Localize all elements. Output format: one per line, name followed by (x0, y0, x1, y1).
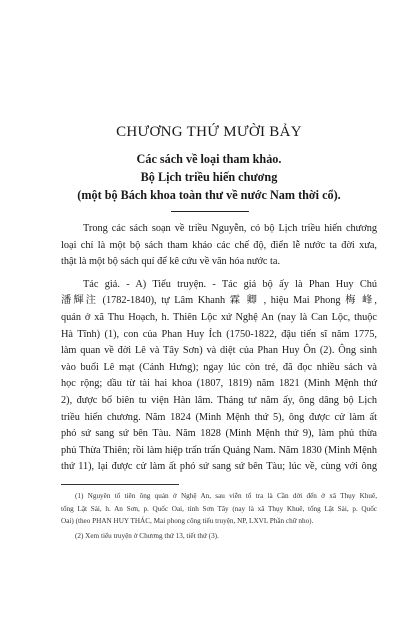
paragraph-author (61, 277, 377, 476)
footnote-line: tổng Lật Sài, h. An Sơn, p. Quốc Oai, tỉnh Sơn Tây (nay là xã Thụy Khuê, tổng Lật Sài, p. Quốc (61, 504, 377, 513)
text-line: Trong các sách soạn về triều Nguyễn, có bộ Lịch triều hiến chương (83, 223, 377, 234)
text-line: thật là một bộ sách quí để kê cứu về văn hóa nước ta. (61, 256, 281, 268)
footnote-line: (1) Nguyên tổ tiên ông quán ở Nghệ An, sau viễn tổ tra là Cần dời đến ở xã Thụy Khuê, (75, 492, 377, 500)
title-divider (171, 211, 249, 212)
footnote-2 (61, 530, 377, 543)
text-line: 2), được bổ biên tu viện Hàn lâm. Tháng tư năm ấy, ông dâng bộ Lịch (61, 394, 377, 406)
body-text (61, 221, 377, 476)
text-line: phó sứ sang sứ bên Tàu. Năm 1828 (Minh Mệnh thứ 9), làm phủ thừa (61, 428, 377, 440)
text-line: triều hiến chương. Năm 1824 (Minh Mệnh thứ 5), ông được cử làm ất (61, 411, 377, 423)
paragraph-intro (61, 221, 377, 271)
text-line: phủ Thừa Thiên; rồi làm hiệp trấn trấn Quảng Nam. Năm 1830 (Minh Mệnh (61, 444, 377, 456)
footnote-line: (2) Xem tiểu truyện ở Chương thứ 13, tiết thứ (3). (75, 531, 219, 540)
text-line: học rộng; dầu từ tài hai khoa (1807, 1819) năm 1821 (Minh Mệnh thứ (61, 378, 377, 390)
text-line: 潘輝注 (1782-1840), tự Lâm Khanh 霖 卿 , hiệu Mai Phong 梅 峰, (61, 295, 377, 307)
text-line: vào buổi Lê mạt (Cảnh Hưng); ngay lúc còn trẻ, đã đọc nhiều sách và (61, 361, 377, 373)
footnotes (61, 490, 377, 542)
text-line: Tác giả. - A) Tiểu truyện. - Tác giả bộ ấy là Phan Huy Chú (83, 278, 377, 290)
chapter-subtitle-3: (một bộ Bách khoa toàn thư về nước Nam thời cổ). (77, 188, 341, 202)
text-line: thứ 11), lại được cử làm ất phó sứ sang sứ bên Tàu; lúc về, cùng với ông (61, 461, 377, 473)
footnote-1 (61, 490, 377, 528)
footnote-divider (61, 484, 179, 485)
chapter-subtitle-1: Các sách về loại tham khảo. (136, 152, 282, 166)
text-line: Hà Tĩnh) (1), con của Phan Huy Ích (1750-1822, đậu tiến sĩ năm 1775, (61, 328, 377, 340)
text-line: làm quan về đời Lê và Tây Sơn) và diệt của Phan Huy Ôn (2). Ông sinh (61, 345, 377, 357)
text-line: loại chí là một bộ sách tham khảo các chế độ, điển lễ nước ta đời xưa, (61, 239, 377, 251)
chapter-subtitle-2: Bộ Lịch triều hiến chương (140, 170, 278, 184)
footnote-line: Oai) (theo PHAN HUY THÁC, Mai phong công tiểu truyện, NP, LXVL Phần chữ nho). (61, 517, 314, 525)
text-line: quán ở xã Thu Hoạch, h. Thiên Lộc xứ Nghệ An (nay là Can Lộc, thuộc (61, 311, 377, 323)
chapter-title: CHƯƠNG THỨ MƯỜI BẢY (116, 124, 302, 140)
